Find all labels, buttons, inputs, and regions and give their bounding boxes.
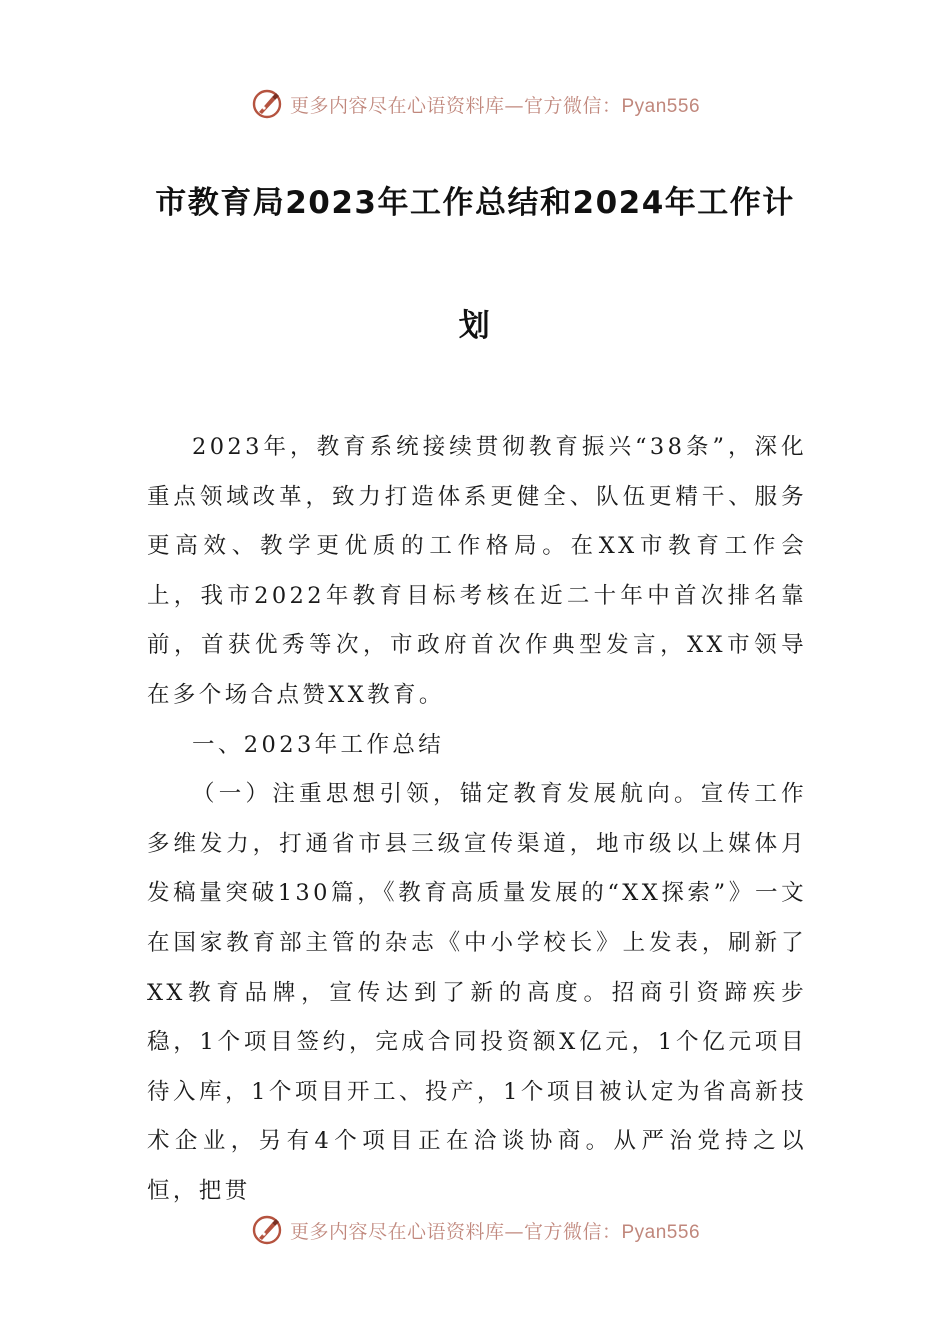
watermark-header	[0, 84, 950, 124]
paragraph-intro: 2023年，教育系统接续贯彻教育振兴“38条”，深化重点领域改革，致力打造体系更健全、队伍更精干、服务更高效、教学更优质的工作格局。在XX市教育工作会上，我市2022年教育目标考核在近二十年中首次排名靠前，首获优秀等次，市政府首次作典型发言，XX市领导在多个场合点赞XX教育。	[147, 434, 807, 708]
document-title-line-1: 市教育局2023年工作总结和2024年工作计	[155, 185, 795, 221]
watermark-label: 更多内容尽在心语资料库—官方微信：	[289, 94, 622, 117]
watermark-label: 更多内容尽在心语资料库—官方微信：	[289, 1220, 622, 1243]
paragraph-section-1: （一）注重思想引领，锚定教育发展航向。宣传工作多维发力，打通省市县三级宣传渠道，地市级以上媒体月发稿量突破130篇，《教育高质量发展的“XX探索”》一文在国家教育部主管的杂志《中小学校长》上发表，刷新了XX教育品牌，宣传达到了新的高度。招商引资蹄疾步稳，1个项目签约，完成合同投资额X亿元，1个亿元项目待入库，1个项目开工、投产，1个项目被认定为省高新技术企业，另有4个项目正在洽谈协商。从严治党持之以恒，把贯	[147, 781, 807, 1204]
pen-nib-logo-icon	[250, 87, 284, 121]
watermark-wechat-id: Pyan556	[621, 1221, 701, 1243]
watermark-text	[290, 91, 700, 118]
watermark-text	[290, 1217, 700, 1244]
document-body	[147, 423, 807, 1217]
document-title-line-2: 划	[458, 308, 492, 344]
section-heading: 一、2023年工作总结	[192, 731, 445, 758]
watermark-wechat-id: Pyan556	[621, 95, 701, 117]
watermark-footer	[0, 1210, 950, 1250]
pen-nib-logo-icon	[250, 1213, 284, 1247]
